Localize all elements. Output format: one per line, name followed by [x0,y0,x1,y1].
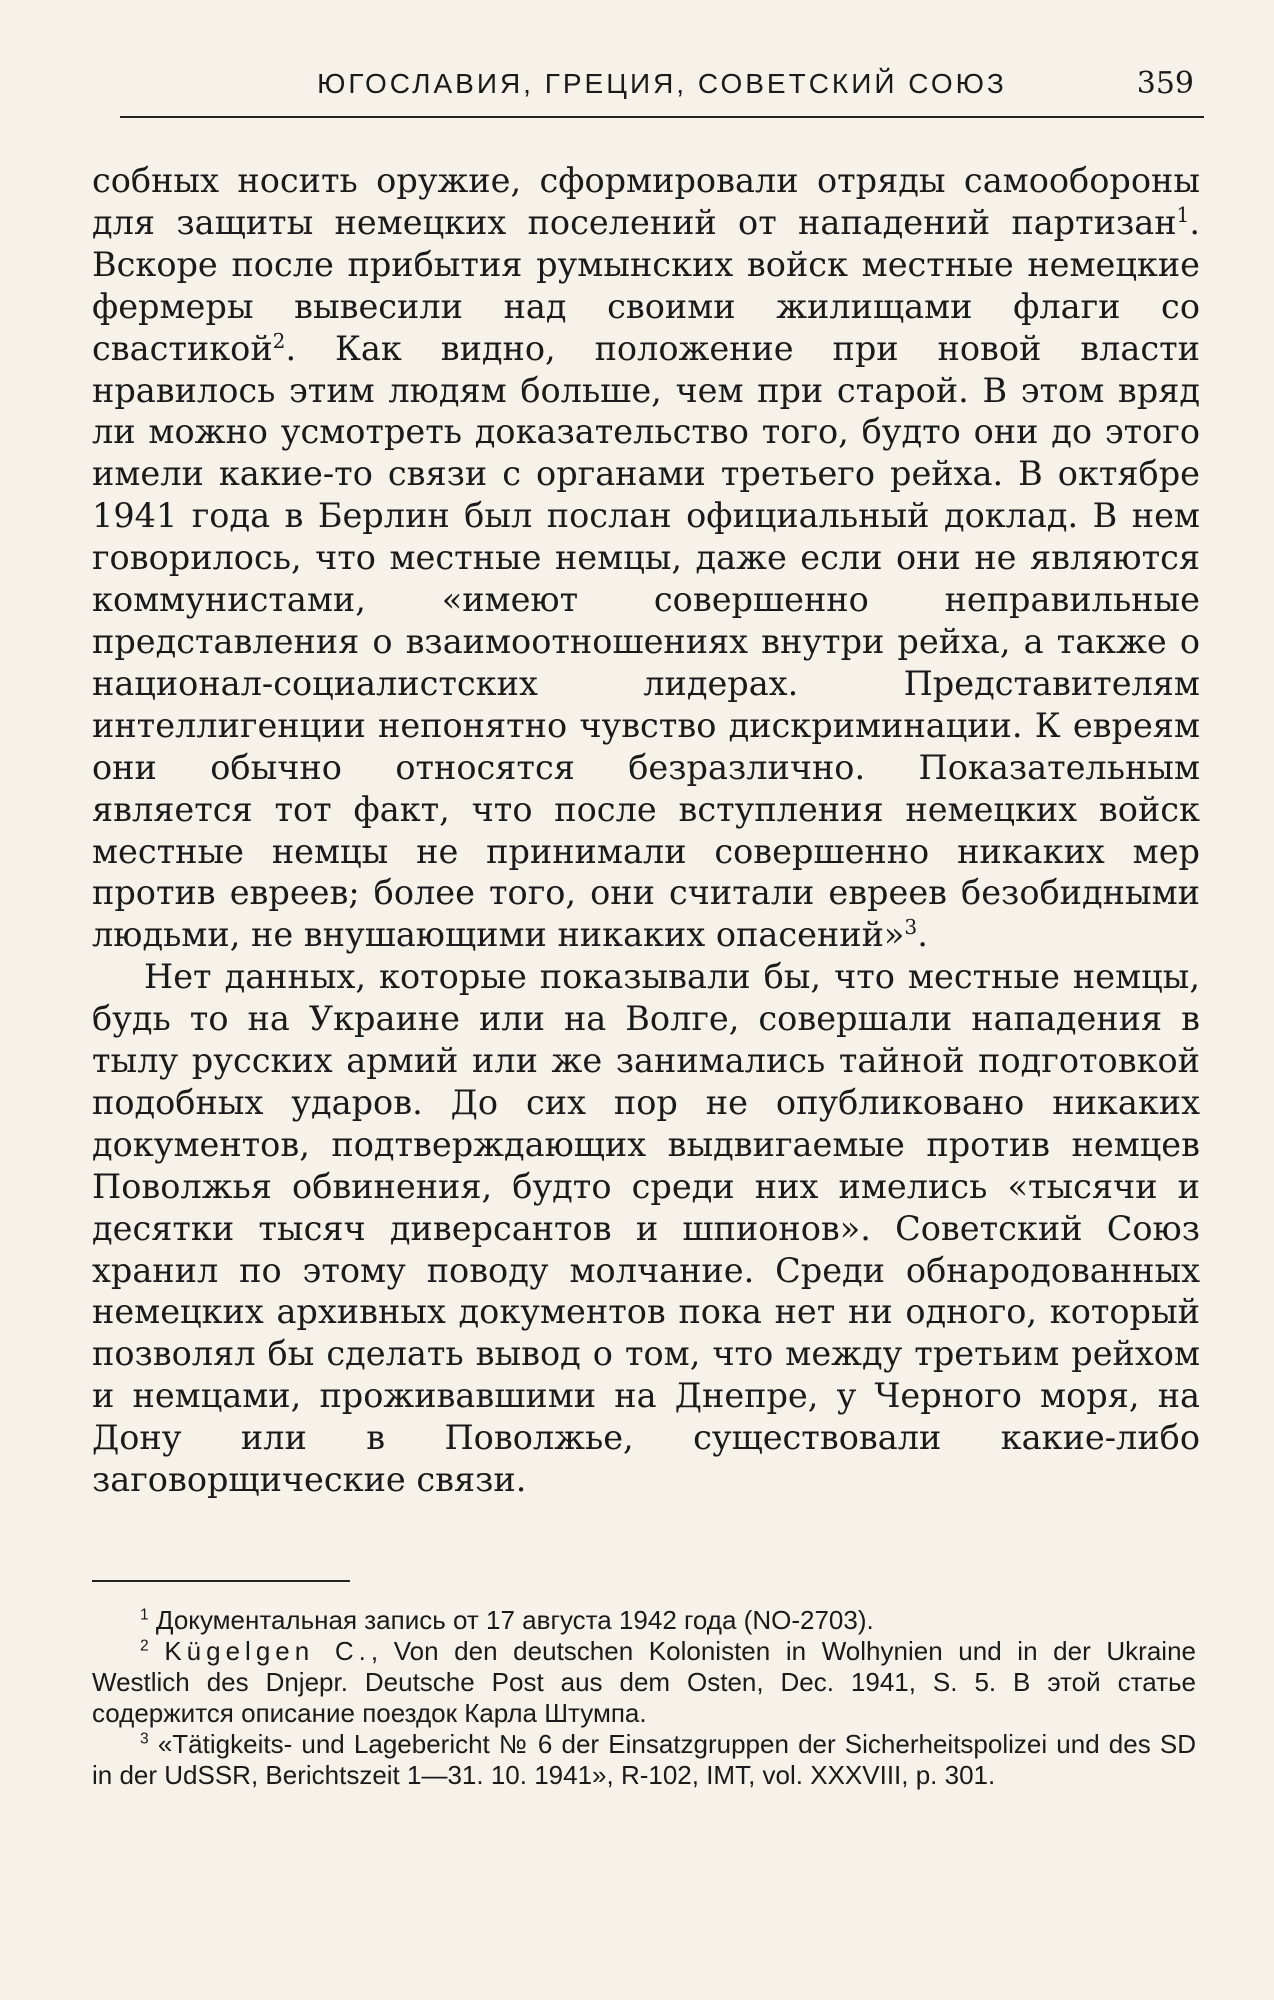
main-text [92,160,1200,1501]
paragraph-1-part-a: собных носить оружие, сформировали отряды самообороны для защиты немецких поселений от нападений партизан [92,161,1200,242]
footnote-author: Kügelgen C. [164,1636,371,1666]
footnote-ref-2: 2 [272,328,286,353]
footnote-text: Документальная запись от 17 августа 1942 года (NO-2703). [155,1605,874,1635]
paragraph-2: Нет данных, которые показывали бы, что местные немцы, будь то на Украине или на Волге, совершали нападения в тылу русских армий или же занимались тайной подготовкой подобных ударов. До сих пор не опубликовано никаких документов, подтверждающих выдвигаемые против немцев Поволжья обвинения, будто среди них имелись «тысячи и десятки тысяч диверсантов и шпионов». Советский Союз хранил по этому поводу молчание. Среди обнародованных немецких архивных документов пока нет ни одного, который позволял бы сделать вывод о том, что между третьим рейхом и немцами, проживавшими на Днепре, у Черного моря, на Дону или в Поволжье, существовали какие-либо заговорщические связи. [92,957,1200,1500]
paragraph-1 [92,160,1200,956]
footnote-ref-1: 1 [1176,202,1190,227]
footnote-ref-3: 3 [904,915,918,940]
footnote-marker: 1 [140,1606,149,1624]
paragraph-1-part-b: . Вскоре после прибытия румынских войск местные немецкие фермеры вывесили над своими жилищами флаги со свастикой [92,202,1200,368]
footnote-text: «Tätigkeits- und Lagebericht № 6 der Einsatzgruppen der Sicherheitspolizei und des SD in der UdSSR, Berichtszeit 1—31. 10. 1941», R-102, IMT, vol. XXXVIII, p. 301. [92,1729,1196,1790]
footnote-marker: 3 [140,1730,149,1748]
page-number: 359 [1136,66,1194,101]
running-head [120,64,1204,118]
footnote-1 [92,1605,1196,1636]
footnote-divider [92,1580,350,1582]
footnote-text: , Von den deutschen Kolonisten in Wolhynien und in der Ukraine Westlich des Dnjepr. Deutsche Post aus dem Osten, Dec. 1941, S. 5. В этой статье содержится описание поездок Карла Штумпа. [92,1636,1196,1728]
footnote-2 [92,1636,1196,1729]
running-title: ЮГОСЛАВИЯ, ГРЕЦИЯ, СОВЕТСКИЙ СОЮЗ [317,68,1007,99]
paragraph-1-part-d: . [917,915,928,955]
footnotes [92,1605,1196,1791]
footnote-marker: 2 [140,1637,149,1655]
paragraph-1-part-c: . Как видно, положение при новой власти нравилось этим людям больше, чем при старой. В этом вряд ли можно усмотреть доказательство того, будто они до этого имели какие-то связи с органами третьего рейха. В октябре 1941 года в Берлин был послан официальный доклад. В нем говорилось, что местные немцы, даже если они не являются коммунистами, «имеют совершенно неправильные представления о взаимоотношениях внутри рейха, а также о национал-социалистских лидерах. Представителям интеллигенции непонятно чувство дискриминации. К евреям они обычно относятся безразлично. Показательным является тот факт, что после вступления немецких войск местные немцы не принимали совершенно никаких мер против евреев; более того, они считали евреев безобидными людьми, не внушающими никаких опасений» [92,328,1200,955]
footnote-3 [92,1729,1196,1791]
